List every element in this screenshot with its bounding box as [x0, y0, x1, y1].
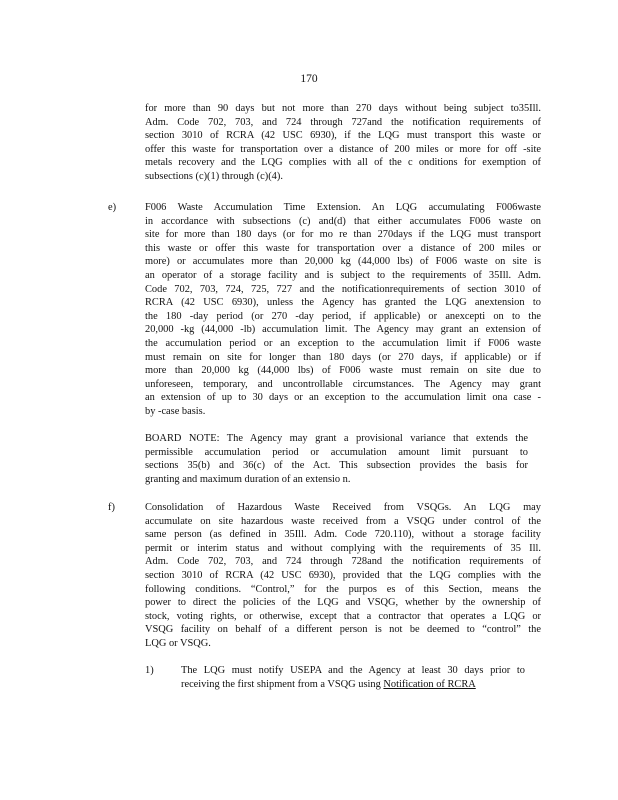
- section-e-line: unforeseen, temporary, and uncontrollable circumstances. The Agency may grant: [145, 378, 541, 390]
- section-f-line: following conditions. “Control,” for the purpos es of this Section, means the: [145, 583, 541, 595]
- page-number: 170: [300, 73, 318, 85]
- section-e-line: Code 702, 703, 724, 725, 727 and the notificationrequirements of section 3010 of: [145, 283, 541, 295]
- section-e-paragraph: [145, 201, 541, 419]
- section-f-line: permit or interim status and without complying with the requirements of 35 Ill.: [145, 542, 541, 554]
- section-e-line: by -case basis.: [145, 405, 206, 417]
- intro-line: Adm. Code 702, 703, and 724 through 727and the notification requirements of: [145, 116, 541, 128]
- item-1-marker: 1): [145, 665, 154, 676]
- item-1-paragraph: [181, 664, 525, 691]
- section-e-line: 20,000 -kg (44,000 -lb) accumulation limit. The Agency may grant an extension of: [145, 324, 541, 336]
- section-f-line: stock, voting rights, or otherwise, except that a contractor that operates a LQG or: [145, 610, 541, 622]
- section-e-line: the 180 -day period (or 270 -day period, if applicable) or anexcepti on to the: [145, 310, 541, 322]
- form-title-link: Notification of RCRA: [383, 678, 476, 690]
- intro-line: offer this waste for transportation over a distance of 200 miles or more for off -site: [145, 143, 541, 155]
- board-note-line: BOARD NOTE: The Agency may grant a provisional variance that extends the: [145, 433, 528, 444]
- section-e-line: this waste or offer this waste for transportation over a distance of 200 miles or: [145, 242, 541, 254]
- board-note-paragraph: [145, 432, 528, 486]
- section-f-line: power to direct the policies of the LQG and VSQG, whether by the ownership of: [145, 597, 541, 609]
- section-e-line: more) or accumulates more than 20,000 kg (44,000 lbs) of F006 waste on site is: [145, 256, 541, 268]
- section-e-line: more than 20,000 kg (44,000 lbs) of F006 waste must remain on site due to: [145, 365, 541, 377]
- section-e-line: RCRA (42 USC 6930), unless the Agency has granted the LQG anextension to: [145, 297, 541, 309]
- section-e-line: in accordance with subsections (c) and(d) that either accumulates F006 waste on: [145, 215, 541, 227]
- intro-line: section 3010 of RCRA (42 USC 6930), if the LQG must transport this waste or: [145, 130, 541, 142]
- section-f-line: Adm. Code 702, 703, and 724 through 728and the notification requirements of: [145, 556, 541, 568]
- section-e-line: an operator of a storage facility and is subject to the requirements of 35Ill. Adm.: [145, 269, 541, 281]
- section-f-line: accumulate on site hazardous waste received from a VSQG under control of the: [145, 515, 541, 527]
- section-f-line: same person (as defined in 35Ill. Adm. Code 720.110), without a storage facility: [145, 529, 541, 541]
- intro-line: for more than 90 days but not more than 270 days without being subject to35Ill.: [145, 103, 541, 114]
- section-e-line: must remain on site for longer than 180 days (or 270 days, if applicable) or if: [145, 351, 541, 363]
- intro-line: metals recovery and the LQG complies with all of the c onditions for exemption of: [145, 157, 541, 169]
- section-e-marker: e): [108, 202, 117, 213]
- section-f-paragraph: [145, 501, 541, 651]
- section-e-line: site for more than 180 days (or for mo re than 270days if the LQG must transport: [145, 229, 541, 241]
- item-1-line: The LQG must notify USEPA and the Agency at least 30 days prior to: [181, 665, 525, 676]
- section-f-line: VSQG facility on behalf of a different person is not be deemed to “control” the: [145, 624, 541, 636]
- section-e-line: F006 Waste Accumulation Time Extension. An LQG accumulating F006waste: [145, 202, 541, 213]
- section-f-line: section 3010 of RCRA (42 USC 6930), provided that the LQG complies with the: [145, 569, 541, 581]
- board-note-line: permissible accumulation period or accumulation amount limit pursuant to: [145, 446, 528, 458]
- intro-line: subsections (c)(1) through (c)(4).: [145, 170, 283, 182]
- intro-paragraph: [145, 102, 541, 184]
- section-f-marker: f): [108, 502, 115, 513]
- section-f-line: Consolidation of Hazardous Waste Received from VSQGs. An LQG may: [145, 502, 541, 513]
- board-note-line: granting and maximum duration of an extensio n.: [145, 473, 351, 485]
- item-1-line: [181, 678, 525, 692]
- board-note-line: sections 35(b) and 36(c) of the Act. This subsection provides the basis for: [145, 460, 528, 472]
- section-e-line: the accumulation period or an exception to the accumulation limit if F006 waste: [145, 337, 541, 349]
- section-f-line: LQG or VSQG.: [145, 637, 211, 649]
- section-e-line: an extension of up to 30 days or an exception to the accumulation limit ona case -: [145, 392, 541, 404]
- item-1-text: receiving the first shipment from a VSQG using: [181, 678, 381, 690]
